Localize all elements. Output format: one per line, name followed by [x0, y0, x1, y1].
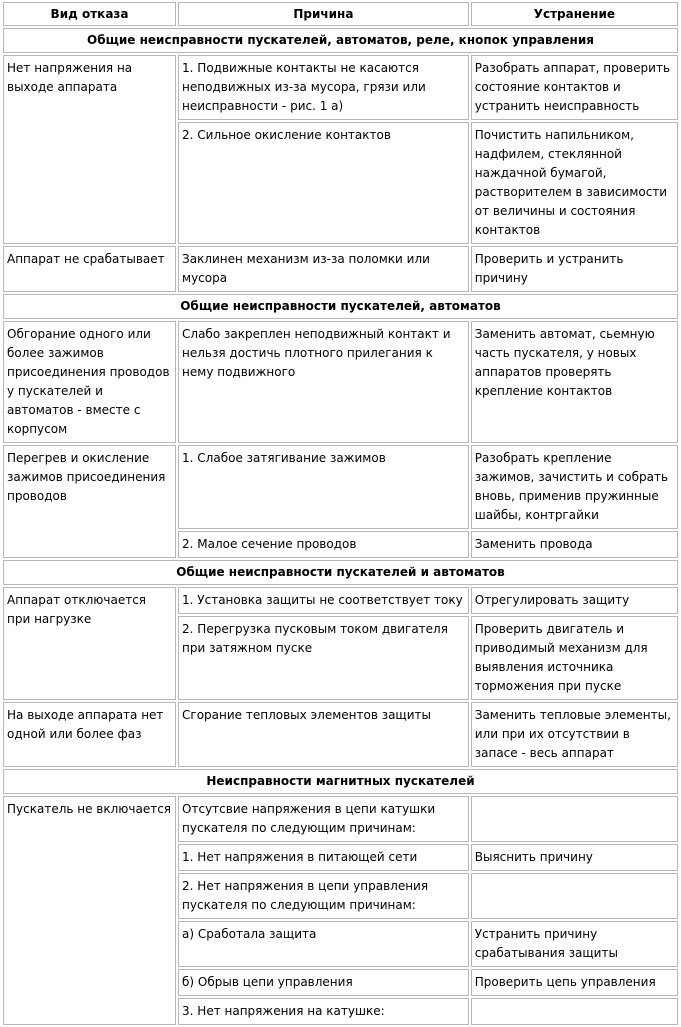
- cause-cell: 1. Установка защиты не соответствует току: [178, 587, 469, 614]
- section-title: Общие неисправности пускателей, автоматов, реле, кнопок управления: [3, 28, 678, 53]
- fix-cell: [471, 998, 678, 1025]
- failure-cell: Пускатель не включается: [3, 796, 176, 1025]
- fix-cell: [471, 873, 678, 919]
- cause-cell: Слабо закреплен неподвижный контакт и нельзя достичь плотного прилегания к нему подвижного: [178, 321, 469, 443]
- header-row: [3, 2, 678, 26]
- failure-cell: Аппарат не срабатывает: [3, 246, 176, 292]
- fix-cell: Заменить провода: [471, 531, 678, 558]
- fix-cell: Выяснить причину: [471, 844, 678, 871]
- cause-cell: Сгорание тепловых элементов защиты: [178, 702, 469, 767]
- fault-table: [1, 0, 680, 1027]
- fix-cell: [471, 796, 678, 842]
- table-row: [3, 587, 678, 614]
- fix-cell: Разобрать крепление зажимов, зачистить и собрать вновь, применив пружинные шайбы, контргайки: [471, 445, 678, 529]
- cause-cell: 2. Малое сечение проводов: [178, 531, 469, 558]
- cause-cell: 2. Сильное окисление контактов: [178, 122, 469, 244]
- cause-cell: 2. Нет напряжения в цепи управления пускателя по следующим причинам:: [178, 873, 469, 919]
- table-row: [3, 702, 678, 767]
- cause-cell: Заклинен механизм из-за поломки или мусора: [178, 246, 469, 292]
- header-failure: Вид отказа: [3, 2, 176, 26]
- cause-cell: б) Обрыв цепи управления: [178, 969, 469, 996]
- failure-cell: Нет напряжения на выходе аппарата: [3, 55, 176, 244]
- table-row: [3, 796, 678, 842]
- section-row: [3, 769, 678, 794]
- failure-cell: Аппарат отключается при нагрузке: [3, 587, 176, 700]
- table-row: [3, 246, 678, 292]
- cause-cell: 1. Подвижные контакты не касаются неподвижных из-за мусора, грязи или неисправности - рис. 1 а): [178, 55, 469, 120]
- fix-cell: Почистить напильником, надфилем, стеклянной наждачной бумагой, растворителем в зависимости от величины и состояния контактов: [471, 122, 678, 244]
- fix-cell: Отрегулировать защиту: [471, 587, 678, 614]
- fix-cell: Устранить причину срабатывания защиты: [471, 921, 678, 967]
- section-row: [3, 294, 678, 319]
- cause-cell: 1. Нет напряжения в питающей сети: [178, 844, 469, 871]
- fix-cell: Заменить автомат, сьемную часть пускателя, у новых аппаратов проверять крепление контактов: [471, 321, 678, 443]
- table-row: [3, 55, 678, 120]
- table-row: [3, 445, 678, 529]
- failure-cell: На выходе аппарата нет одной или более фаз: [3, 702, 176, 767]
- section-row: [3, 560, 678, 585]
- fix-cell: Проверить двигатель и приводимый механизм для выявления источника торможения при пуске: [471, 616, 678, 700]
- cause-cell: Отсутсвие напряжения в цепи катушки пускателя по следующим причинам:: [178, 796, 469, 842]
- header-fix: Устранение: [471, 2, 678, 26]
- failure-cell: Перегрев и окисление зажимов присоединения проводов: [3, 445, 176, 558]
- section-row: [3, 28, 678, 53]
- section-title: Общие неисправности пускателей, автоматов: [3, 294, 678, 319]
- fix-cell: Разобрать аппарат, проверить состояние контактов и устранить неисправность: [471, 55, 678, 120]
- fix-cell: Заменить тепловые элементы, или при их отсутствии в запасе - весь аппарат: [471, 702, 678, 767]
- cause-cell: 2. Перегрузка пусковым током двигателя при затяжном пуске: [178, 616, 469, 700]
- header-cause: Причина: [178, 2, 469, 26]
- table-row: [3, 321, 678, 443]
- fix-cell: Проверить и устранить причину: [471, 246, 678, 292]
- section-title: Неисправности магнитных пускателей: [3, 769, 678, 794]
- cause-cell: 1. Слабое затягивание зажимов: [178, 445, 469, 529]
- cause-cell: 3. Нет напряжения на катушке:: [178, 998, 469, 1025]
- fix-cell: Проверить цепь управления: [471, 969, 678, 996]
- section-title: Общие неисправности пускателей и автоматов: [3, 560, 678, 585]
- failure-cell: Обгорание одного или более зажимов присоединения проводов у пускателей и автоматов - вместе с корпусом: [3, 321, 176, 443]
- cause-cell: а) Сработала защита: [178, 921, 469, 967]
